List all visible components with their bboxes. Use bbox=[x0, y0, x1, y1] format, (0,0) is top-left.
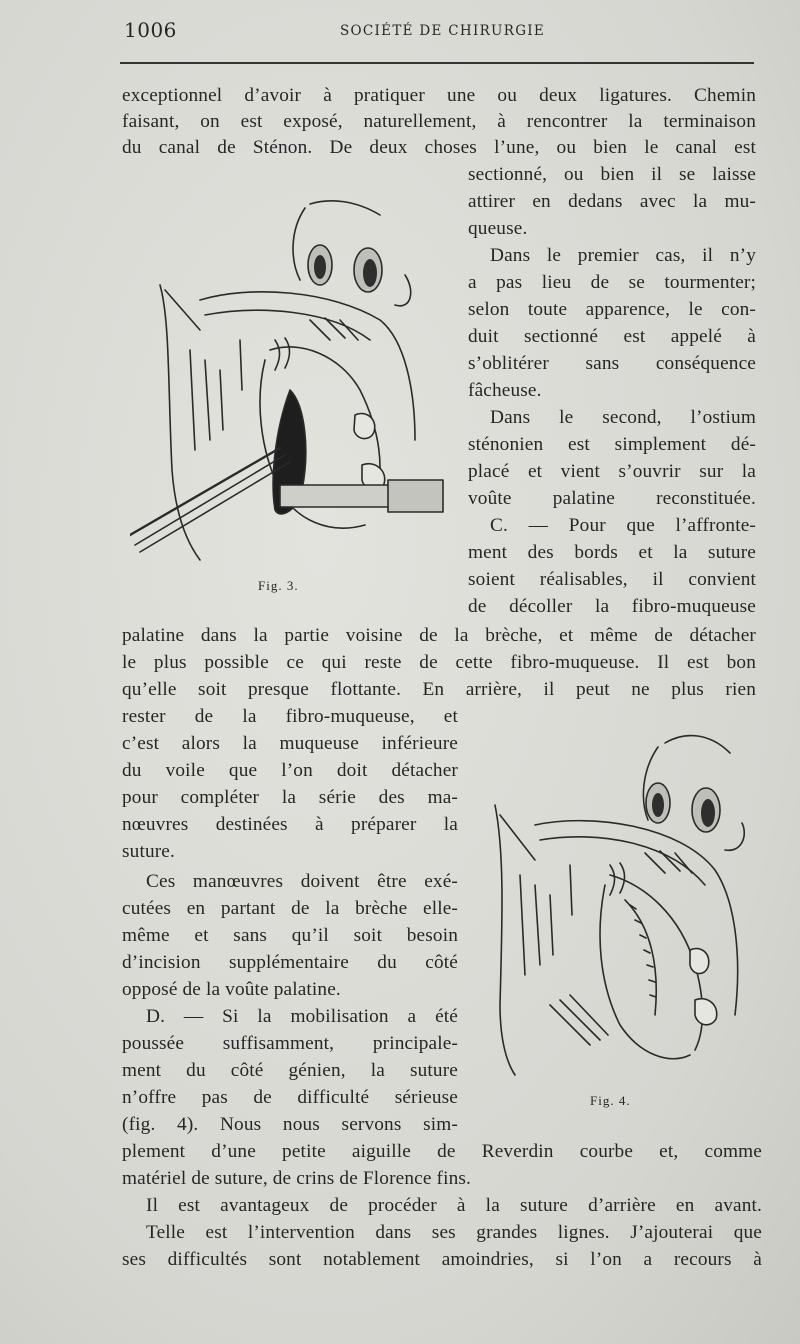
text-line: duit sectionné est appelé à bbox=[468, 326, 756, 347]
text-line: a pas lieu de se tourmenter; bbox=[468, 272, 756, 293]
text-line: ses difficultés sont notablement amoindries, si l’on a recours à bbox=[122, 1249, 762, 1270]
text-line: queuse. bbox=[468, 218, 528, 239]
figure-4-illustration bbox=[480, 725, 755, 1085]
page-header bbox=[120, 18, 760, 44]
text-line: selon toute apparence, le con- bbox=[468, 299, 756, 320]
figure-4 bbox=[480, 725, 755, 1108]
figure-3-illustration bbox=[130, 190, 450, 570]
figure-4-caption: Fig. 4. bbox=[590, 1093, 631, 1108]
text-line: Dans le premier cas, il n’y bbox=[490, 245, 756, 266]
text-line: de décoller la fibro-muqueuse bbox=[468, 596, 756, 617]
text-line: D. — Si la mobilisation a été bbox=[146, 1006, 458, 1027]
text-line: poussée suffisamment, principale- bbox=[122, 1033, 458, 1054]
text-line: d’incision supplémentaire du côté bbox=[122, 952, 458, 973]
text-line: fâcheuse. bbox=[468, 380, 542, 401]
text-line: c’est alors la muqueuse inférieure bbox=[122, 733, 458, 754]
text-line: opposé de la voûte palatine. bbox=[122, 979, 341, 1000]
text-line: cutées en partant de la brèche elle- bbox=[122, 898, 458, 919]
figure-3-caption: Fig. 3. bbox=[258, 578, 299, 593]
running-head: SOCIÉTÉ DE CHIRURGIE bbox=[340, 23, 546, 39]
text-line: Telle est l’intervention dans ses grandes lignes. J’ajouterai que bbox=[146, 1222, 762, 1243]
text-line: sectionné, ou bien il se laisse bbox=[468, 164, 756, 185]
text-line: qu’elle soit presque flottante. En arrière, il peut ne plus rien bbox=[122, 679, 756, 700]
text-line: même et sans qu’il soit besoin bbox=[122, 925, 458, 946]
text-line: pour compléter la série des ma- bbox=[122, 787, 458, 808]
text-line: du canal de Sténon. De deux choses l’une, ou bien le canal est bbox=[122, 137, 756, 158]
text-line: nœuvres destinées à préparer la bbox=[122, 814, 458, 835]
page-number: 1006 bbox=[124, 18, 177, 42]
text-line: plement d’une petite aiguille de Reverdin courbe et, comme bbox=[122, 1141, 762, 1162]
text-line: exceptionnel d’avoir à pratiquer une ou deux ligatures. Chemin bbox=[122, 85, 756, 106]
text-line: le plus possible ce qui reste de cette fibro-muqueuse. Il est bon bbox=[122, 652, 756, 673]
text-line: ment du côté génien, la suture bbox=[122, 1060, 458, 1081]
text-line: placé et vient s’ouvrir sur la bbox=[468, 461, 756, 482]
text-line: Il est avantageux de procéder à la suture d’arrière en avant. bbox=[146, 1195, 762, 1216]
text-line: attirer en dedans avec la mu- bbox=[468, 191, 756, 212]
text-line: C. — Pour que l’affronte- bbox=[490, 515, 756, 536]
figure-3 bbox=[130, 190, 450, 593]
text-line: faisant, on est exposé, naturellement, à rencontrer la terminaison bbox=[122, 111, 756, 132]
text-line: ment des bords et la suture bbox=[468, 542, 756, 563]
text-line: s’oblitérer sans conséquence bbox=[468, 353, 756, 374]
text-line: n’offre pas de difficulté sérieuse bbox=[122, 1087, 458, 1108]
text-line: du voile que l’on doit détacher bbox=[122, 760, 458, 781]
text-line: Dans le second, l’ostium bbox=[490, 407, 756, 428]
text-line: soient réalisables, il convient bbox=[468, 569, 756, 590]
text-line: palatine dans la partie voisine de la brèche, et même de détacher bbox=[122, 625, 756, 646]
text-line: sténonien est simplement dé- bbox=[468, 434, 756, 455]
text-line: matériel de suture, de crins de Florence fins. bbox=[122, 1168, 472, 1189]
text-line: (fig. 4). Nous nous servons sim- bbox=[122, 1114, 458, 1135]
header-rule bbox=[120, 62, 754, 64]
text-line: rester de la fibro-muqueuse, et bbox=[122, 706, 458, 727]
text-line: Ces manœuvres doivent être exé- bbox=[146, 871, 458, 892]
text-line: suture. bbox=[122, 841, 175, 862]
text-line: voûte palatine reconstituée. bbox=[468, 488, 756, 509]
